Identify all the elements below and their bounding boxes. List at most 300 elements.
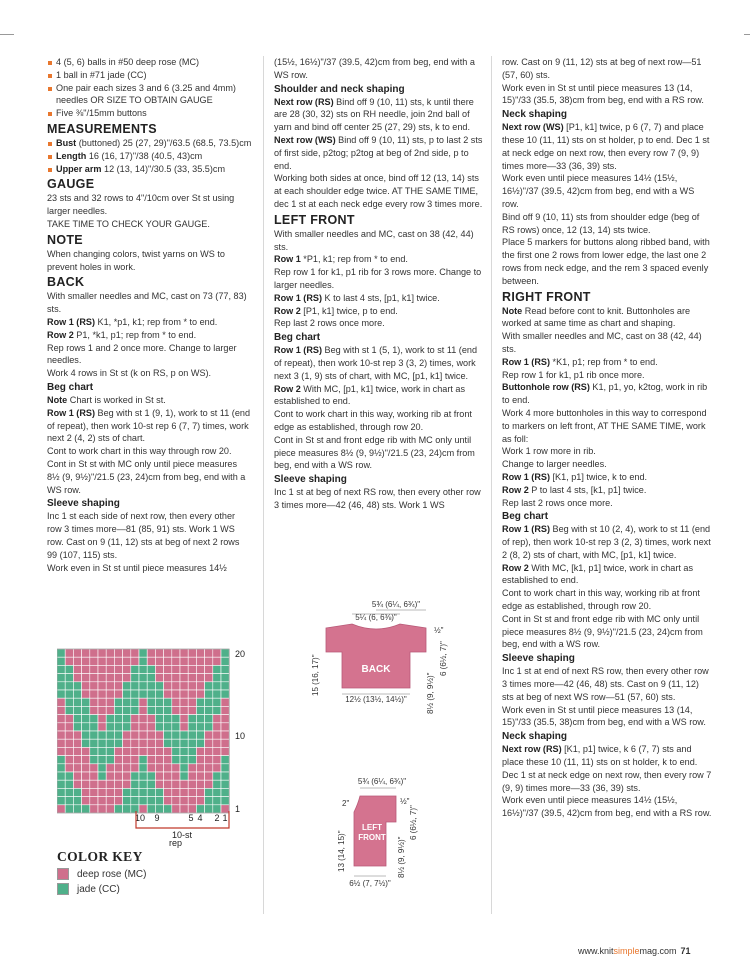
chart-cell xyxy=(90,649,98,657)
note-text: When changing colors, twist yarns on WS to prevent holes in work. xyxy=(47,248,225,272)
chart-cell xyxy=(164,772,172,780)
chart-cell xyxy=(155,682,163,690)
chart-cell xyxy=(57,698,65,706)
chart-cell xyxy=(188,764,196,772)
instruction-text: Work even in St st until piece measures 13 (14, 15)"/33 (35.5, 38)cm from beg, end with a WS row. xyxy=(502,704,706,728)
chart-cell xyxy=(155,772,163,780)
materials-item: Five ⅜"/15mm buttons xyxy=(47,107,252,120)
chart-cell xyxy=(155,723,163,731)
chart-cell xyxy=(106,715,114,723)
chart-cell xyxy=(65,805,73,813)
chart-cell xyxy=(57,649,65,657)
chart-cell xyxy=(205,698,213,706)
materials-item: 4 (5, 6) balls in #50 deep rose (MC) xyxy=(47,56,252,69)
chart-cell xyxy=(196,665,204,673)
instruction-row: Row 1 *P1, k1; rep from * to end. xyxy=(274,254,408,265)
chart-cell xyxy=(172,715,180,723)
gauge-heading: GAUGE xyxy=(47,177,95,192)
chart-cell xyxy=(114,805,122,813)
chart-cell xyxy=(90,772,98,780)
chart-graphic xyxy=(57,645,257,845)
chart-cell xyxy=(114,706,122,714)
chart-cell xyxy=(57,723,65,731)
chart-cell xyxy=(57,780,65,788)
chart-cell xyxy=(106,764,114,772)
chart-cell xyxy=(90,682,98,690)
chart-cell xyxy=(164,788,172,796)
instruction-row: Row 2 With MC, [k1, p1] twice, work in chart as established to end. xyxy=(502,562,694,586)
chart-cell xyxy=(196,772,204,780)
chart-cell xyxy=(57,665,65,673)
chart-cell xyxy=(123,657,131,665)
chart-cell xyxy=(65,747,73,755)
chart-cell xyxy=(147,731,155,739)
col-label: 5 xyxy=(188,813,194,823)
chart-cell xyxy=(205,674,213,682)
chart-cell xyxy=(73,805,81,813)
chart-cell xyxy=(98,764,106,772)
chart-cell xyxy=(65,780,73,788)
chart-cell xyxy=(114,723,122,731)
chart-cell xyxy=(188,739,196,747)
chart-cell xyxy=(188,682,196,690)
chart-cell xyxy=(98,674,106,682)
chart-cell xyxy=(196,788,204,796)
chart-cell xyxy=(106,731,114,739)
chart-cell xyxy=(180,649,188,657)
chart-cell xyxy=(196,690,204,698)
chart-cell xyxy=(221,797,229,805)
chart-cell xyxy=(90,665,98,673)
chart-cell xyxy=(82,805,90,813)
chart-cell xyxy=(172,649,180,657)
chart-cell xyxy=(180,739,188,747)
chart-cell xyxy=(172,739,180,747)
beg-chart-heading: Beg chart xyxy=(274,332,321,344)
chart-cell xyxy=(172,788,180,796)
chart-cell xyxy=(164,682,172,690)
chart-cell xyxy=(213,780,221,788)
chart-cell xyxy=(164,747,172,755)
page-number: 71 xyxy=(680,946,691,956)
column-left xyxy=(47,56,252,574)
instruction-row: Row 1 (RS) Beg with st 10 (2, 4), work to st 11 (end of rep), then work 10-st rep 3 (2, 3) times, work next 2 (8, 2) sts of chart, with MC, [p1, k1] twice. xyxy=(502,524,711,560)
chart-cell xyxy=(106,788,114,796)
color-key xyxy=(57,849,247,895)
chart-cell xyxy=(188,674,196,682)
chart-cell xyxy=(155,739,163,747)
chart-cell xyxy=(73,698,81,706)
chart-cell xyxy=(114,747,122,755)
chart-cell xyxy=(196,780,204,788)
chart-cell xyxy=(73,747,81,755)
chart-cell xyxy=(82,764,90,772)
chart-cell xyxy=(205,797,213,805)
chart-cell xyxy=(106,674,114,682)
chart-cell xyxy=(57,731,65,739)
chart-cell xyxy=(155,731,163,739)
chart-cell xyxy=(213,797,221,805)
back-shape xyxy=(326,624,426,688)
chart-cell xyxy=(196,682,204,690)
chart-cell xyxy=(213,682,221,690)
chart-cell xyxy=(65,772,73,780)
chart-cell xyxy=(106,649,114,657)
chart-cell xyxy=(180,764,188,772)
footer-url-pre: www.knit xyxy=(578,946,614,956)
chart-cell xyxy=(123,665,131,673)
chart-cell xyxy=(164,657,172,665)
chart-cell xyxy=(196,674,204,682)
color-key-label: deep rose (MC) xyxy=(77,868,147,880)
chart-cell xyxy=(106,797,114,805)
color-key-label: jade (CC) xyxy=(77,883,120,895)
instruction-text: Work 4 rows in St st (k on RS, p on WS). xyxy=(47,368,212,379)
chart-cell xyxy=(221,706,229,714)
chart-cell xyxy=(57,682,65,690)
chart-cell xyxy=(90,731,98,739)
chart-cell xyxy=(155,706,163,714)
chart-cell xyxy=(114,797,122,805)
chart-cell xyxy=(73,788,81,796)
chart-cell xyxy=(213,764,221,772)
chart-cell xyxy=(57,690,65,698)
chart-row-labels xyxy=(235,649,245,814)
chart-cell xyxy=(90,739,98,747)
chart-cell xyxy=(131,657,139,665)
chart-cell xyxy=(90,657,98,665)
chart-cell xyxy=(73,715,81,723)
chart-cell xyxy=(73,772,81,780)
dim-label: 12½ (13½, 14½)" xyxy=(345,695,407,704)
chart-cell xyxy=(139,772,147,780)
chart-cell xyxy=(131,674,139,682)
dim-label: 5¾ (6¼, 6¾)" xyxy=(371,600,421,609)
chart-cell xyxy=(155,797,163,805)
chart-cell xyxy=(106,747,114,755)
chart-cell xyxy=(188,805,196,813)
chart-cell xyxy=(90,690,98,698)
chart-cell xyxy=(139,747,147,755)
back-label: BACK xyxy=(361,664,391,675)
chart-cell xyxy=(147,739,155,747)
chart-cell xyxy=(98,649,106,657)
chart-cell xyxy=(221,805,229,813)
chart-cell xyxy=(106,756,114,764)
chart-cell xyxy=(147,706,155,714)
chart-cell xyxy=(123,747,131,755)
chart-cell xyxy=(196,756,204,764)
chart-cell xyxy=(172,764,180,772)
chart-cell xyxy=(65,690,73,698)
chart-cell xyxy=(172,731,180,739)
chart-cell xyxy=(147,682,155,690)
chart-cell xyxy=(180,731,188,739)
chart-cell xyxy=(172,657,180,665)
measurements-heading: MEASUREMENTS xyxy=(47,121,157,136)
chart-cell xyxy=(147,756,155,764)
chart-cell xyxy=(73,797,81,805)
beg-chart-heading: Beg chart xyxy=(502,511,549,523)
chart-cell xyxy=(180,723,188,731)
chart-cell xyxy=(221,698,229,706)
chart-cell xyxy=(221,756,229,764)
color-key-title: COLOR KEY xyxy=(57,849,143,864)
chart-cell xyxy=(196,797,204,805)
instruction-row: Row 1 (RS) K to last 4 sts, [p1, k1] twice. xyxy=(274,292,440,303)
chart-cell xyxy=(73,723,81,731)
chart-cell xyxy=(221,665,229,673)
chart-cell xyxy=(90,706,98,714)
chart-cell xyxy=(139,764,147,772)
chart-cell xyxy=(139,756,147,764)
chart-cell xyxy=(164,780,172,788)
chart-cell xyxy=(205,682,213,690)
chart-cell xyxy=(188,772,196,780)
chart-cell xyxy=(164,723,172,731)
chart-cell xyxy=(90,780,98,788)
chart-cell xyxy=(180,772,188,780)
chart-cell xyxy=(172,690,180,698)
chart-cell xyxy=(90,747,98,755)
back-schematic xyxy=(296,596,486,756)
chart-cell xyxy=(123,764,131,772)
chart-cell xyxy=(213,739,221,747)
chart-cell xyxy=(188,788,196,796)
chart-cell xyxy=(98,772,106,780)
chart-cell xyxy=(114,764,122,772)
note-heading: NOTE xyxy=(47,232,83,247)
chart-cell xyxy=(106,706,114,714)
instruction-text: row. Cast on 9 (11, 12) sts at beg of next row—51 (57, 60) sts. xyxy=(502,57,702,80)
chart-cell xyxy=(139,788,147,796)
chart-cell xyxy=(147,772,155,780)
chart-cell xyxy=(196,657,204,665)
chart-cell xyxy=(213,805,221,813)
chart-cell xyxy=(147,764,155,772)
chart-cell xyxy=(106,682,114,690)
chart-cell xyxy=(82,715,90,723)
chart-cell xyxy=(82,698,90,706)
chart-cell xyxy=(188,747,196,755)
instruction-row: Next row (RS) Bind off 9 (10, 11) sts, k until there are 28 (30, 32) sts on RH needle, join 2nd ball of yarn and bind off center 25 (27, 29) sts, k to end. xyxy=(274,96,474,133)
repeat-label-line2: rep xyxy=(169,838,183,848)
instruction-text: Inc 1 st each side of next row, then every other row 3 times more—81 (85, 91) sts. Work 1 WS row. Cast on 9 (11, 12) sts at beg of next 2 rows 99 (107, 115) sts. xyxy=(47,511,240,560)
chart-cell xyxy=(147,797,155,805)
chart-cell xyxy=(82,739,90,747)
instruction-row: Row 1 (RS) [K1, p1] twice, k to end. xyxy=(502,471,648,482)
chart-cell xyxy=(196,723,204,731)
chart-cell xyxy=(65,649,73,657)
chart-cell xyxy=(155,657,163,665)
chart-cell xyxy=(139,739,147,747)
chart-cell xyxy=(73,682,81,690)
chart-cell xyxy=(131,764,139,772)
instruction-text: Place 5 markers for buttons along ribbed band, with the first one 2 rows from lower edge, the last one 2 rows from neck edge, and the rem 3 spaced evenly between. xyxy=(502,237,710,286)
chart-cell xyxy=(147,805,155,813)
chart-cell xyxy=(57,756,65,764)
chart-cell xyxy=(98,788,106,796)
col-label: 9 xyxy=(154,813,160,823)
chart-cell xyxy=(155,715,163,723)
chart-cell xyxy=(221,788,229,796)
footer-url-accent: simple xyxy=(613,946,640,956)
chart-cell xyxy=(114,674,122,682)
chart-cell xyxy=(106,690,114,698)
neck-heading: Neck shaping xyxy=(502,109,568,121)
chart-cell xyxy=(205,739,213,747)
chart-cell xyxy=(123,739,131,747)
gauge-text: 23 sts and 32 rows to 4"/10cm over St st using larger needles. xyxy=(47,193,235,217)
measurement-item: Bust (buttoned) 25 (27, 29)"/63.5 (68.5, 73.5)cm xyxy=(47,137,252,150)
chart-cell xyxy=(213,788,221,796)
chart-cell xyxy=(155,756,163,764)
chart-cell xyxy=(221,682,229,690)
dim-label: 8½ (9, 9½)" xyxy=(397,836,406,878)
chart-cell xyxy=(164,797,172,805)
chart-cell xyxy=(90,788,98,796)
chart-cell xyxy=(180,682,188,690)
chart-cell xyxy=(131,805,139,813)
chart-cell xyxy=(188,731,196,739)
front-label: LEFT xyxy=(362,823,382,832)
dim-label: 5¼ (6, 6⅜)" xyxy=(355,613,397,622)
footer-url-post: mag.com xyxy=(639,946,677,956)
chart-cell xyxy=(65,674,73,682)
chart-cell xyxy=(180,690,188,698)
chart-cell xyxy=(205,657,213,665)
instruction-text: With smaller needles and MC, cast on 38 (42, 44) sts. xyxy=(274,228,474,252)
chart-cell xyxy=(221,674,229,682)
instruction-text: Cont in St st and front edge rib with MC only until piece measures 8½ (9, 9½)"/21.5 (23, 24)cm from beg, end with a WS row. xyxy=(502,613,703,650)
chart-cell xyxy=(106,723,114,731)
measurements-list xyxy=(47,137,252,175)
chart-cell xyxy=(139,690,147,698)
chart-cell xyxy=(172,772,180,780)
chart-cell xyxy=(147,649,155,657)
materials-item: 1 ball in #71 jade (CC) xyxy=(47,69,252,82)
chart-cell xyxy=(82,665,90,673)
instruction-row: Row 1 (RS) K1, *p1, k1; rep from * to end. xyxy=(47,316,218,327)
shoulder-heading: Shoulder and neck shaping xyxy=(274,83,405,95)
chart-cell xyxy=(123,649,131,657)
chart-cell xyxy=(139,674,147,682)
chart-cell xyxy=(98,780,106,788)
chart-cell xyxy=(147,723,155,731)
instruction-row: Row 1 (RS) *K1, p1; rep from * to end. xyxy=(502,356,658,367)
chart-cell xyxy=(164,674,172,682)
chart-cell xyxy=(213,723,221,731)
instruction-row: Next row (WS) Bind off 9 (10, 11) sts, p to last 2 sts of first side, p2tog; p2tog at beg of 2nd side, p to end. xyxy=(274,134,483,171)
chart-cell xyxy=(106,665,114,673)
chart-cell xyxy=(221,747,229,755)
chart-cell xyxy=(196,706,204,714)
chart-cell xyxy=(221,764,229,772)
chart-cell xyxy=(196,698,204,706)
chart-cell xyxy=(172,674,180,682)
chart-cell xyxy=(221,739,229,747)
materials-list xyxy=(47,56,252,120)
chart-cell xyxy=(147,665,155,673)
chart-cell xyxy=(114,690,122,698)
dim-label: 2" xyxy=(342,799,350,808)
chart-cell xyxy=(114,788,122,796)
chart-cell xyxy=(147,788,155,796)
chart-cell xyxy=(196,649,204,657)
instruction-text: Rep last 2 rows once more. xyxy=(502,497,613,508)
back-heading: BACK xyxy=(47,275,85,290)
chart-cell xyxy=(147,698,155,706)
chart-cell xyxy=(147,780,155,788)
chart-cell xyxy=(155,649,163,657)
chart-cell xyxy=(123,690,131,698)
chart-cell xyxy=(106,698,114,706)
chart-cell xyxy=(90,715,98,723)
chart-cell xyxy=(155,747,163,755)
chart-cell xyxy=(65,788,73,796)
chart-cell xyxy=(164,715,172,723)
instruction-text: Work even in St st until piece measures 14½ xyxy=(47,562,227,573)
chart-cell xyxy=(172,780,180,788)
col-label: 4 xyxy=(197,813,203,823)
chart-cell xyxy=(221,731,229,739)
right-front-heading: RIGHT FRONT xyxy=(502,289,591,304)
chart-cell xyxy=(65,723,73,731)
chart-cell xyxy=(155,674,163,682)
instruction-text: Change to larger needles. xyxy=(502,459,607,470)
chart-cell xyxy=(98,805,106,813)
chart-cell xyxy=(164,764,172,772)
color-key-item xyxy=(57,868,247,880)
chart-cell xyxy=(73,674,81,682)
chart-cell xyxy=(180,674,188,682)
chart-cell xyxy=(139,649,147,657)
chart-cell xyxy=(180,797,188,805)
chart-cell xyxy=(90,764,98,772)
chart-cell xyxy=(98,756,106,764)
chart-cell xyxy=(90,698,98,706)
chart-cell xyxy=(82,723,90,731)
repeat-label: 10-st xyxy=(171,830,193,840)
chart-cell xyxy=(188,657,196,665)
chart-cell xyxy=(155,780,163,788)
chart-cell xyxy=(98,731,106,739)
chart-cell xyxy=(188,780,196,788)
chart-cell xyxy=(139,698,147,706)
chart-cell xyxy=(98,747,106,755)
chart-cell xyxy=(172,805,180,813)
chart-cell xyxy=(188,706,196,714)
chart-cell xyxy=(213,657,221,665)
chart-cell xyxy=(82,772,90,780)
chart-cell xyxy=(131,797,139,805)
chart-cell xyxy=(180,715,188,723)
back-intro: With smaller needles and MC, cast on 73 (77, 83) sts. xyxy=(47,291,247,315)
chart-cell xyxy=(205,706,213,714)
chart-cell xyxy=(98,698,106,706)
chart-cell xyxy=(65,797,73,805)
chart-cell xyxy=(114,715,122,723)
chart-cell xyxy=(180,657,188,665)
beg-chart-heading: Beg chart xyxy=(47,381,94,393)
chart-cell xyxy=(205,665,213,673)
chart-cell xyxy=(196,739,204,747)
chart-cell xyxy=(82,674,90,682)
chart-cell xyxy=(65,657,73,665)
chart-cell xyxy=(221,657,229,665)
chart-cell xyxy=(188,723,196,731)
dim-label: 6½ (7, 7½)" xyxy=(349,879,391,888)
